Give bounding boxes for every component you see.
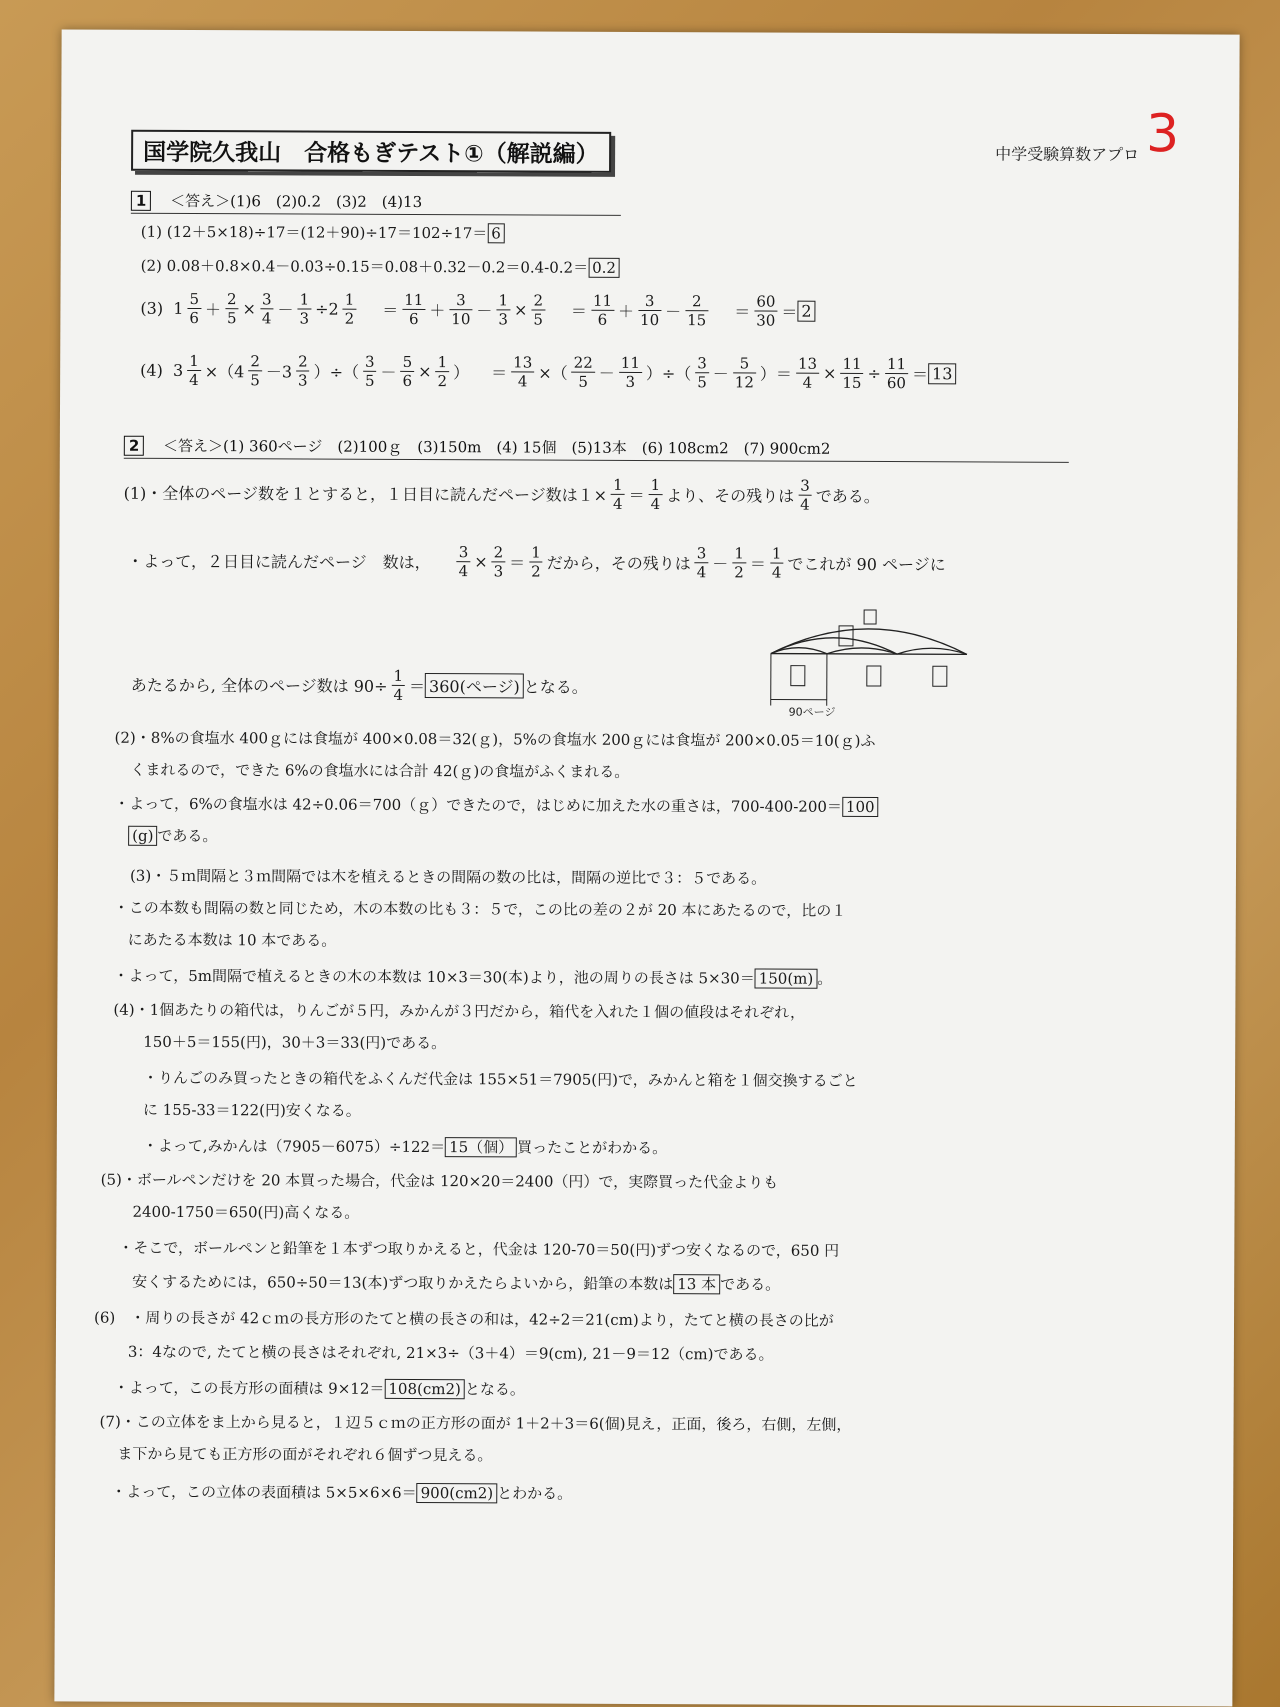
s2-p2-line2: くまれるので，できた 6%の食塩水には合計 42(ｇ)の食塩がふくまれる。 bbox=[130, 760, 630, 781]
s2-p2-answer: 100 bbox=[842, 797, 879, 817]
s2-p7-line2: ま下から見ても正方形の面がそれぞれ６個ずつ見える。 bbox=[117, 1444, 493, 1465]
worksheet-paper bbox=[54, 29, 1239, 1706]
page-title: 国学院久我山 合格もぎテスト①（解説編） bbox=[131, 130, 611, 173]
s2-p7-line3: ・よって，この立体の表面積は 5×5×6×6＝ 900(cm2) とわかる。 bbox=[111, 1482, 573, 1503]
s2-p7-answer: 900(cm2) bbox=[417, 1483, 498, 1503]
page-ratio-diagram bbox=[759, 607, 989, 718]
s2-p2-line1: (2)・8%の食塩水 400ｇには食塩が 400×0.08＝32(ｇ)，5%の食塩水 200ｇには食塩が 200×0.05＝10(ｇ)ふ bbox=[114, 728, 876, 750]
s1-q4: (4) 3 $\frac{1}{4}$ ×（4 $\frac{2}{5}$ －3 $\frac{2}{3}$ ）÷（ $\frac{3}{5}$ － $\frac{5}{6}$ × $\frac{1}{2}$ ） ＝ $\frac{13}{4}$ ×（ $\frac{22}{5}$ － $\frac{11}{3}$ ）÷（ $\frac{3}{5}$ － $\frac{5}{12}$ ）＝ $\frac{13}{4}$ × $\frac{11}{15}$ ÷ $\frac{11}{60}$ ＝ 13 bbox=[140, 348, 956, 396]
s2-p6-answer: 108(cm2) bbox=[384, 1379, 465, 1399]
page-number: 3 bbox=[1145, 104, 1180, 165]
s2-p5-line1: (5)・ボールペンだけを 20 本買った場合，代金は 120×20＝2400（円）で，実際買った代金よりも bbox=[100, 1170, 779, 1192]
s2-p4-line2: 150＋5＝155(円)，30＋3＝33(円)である。 bbox=[143, 1032, 447, 1053]
s2-p1-line1: (1)・全体のページ数を１とすると，１日目に読んだページ数は１× $\frac{1}{4}$ ＝ $\frac{1}{4}$ より、その残りは $\frac{3}{4}$ である。 bbox=[123, 475, 880, 514]
section2-number: 2 bbox=[124, 436, 145, 456]
s2-p7-line1: (7)・この立体をま上から見ると，１辺５ｃｍの正方形の面が 1＋2＋3＝6(個)見え，正面，後ろ，右側，左側， bbox=[99, 1412, 852, 1434]
s1-q4-answer: 13 bbox=[928, 363, 956, 384]
s1-q3-answer: 2 bbox=[797, 300, 815, 321]
s2-p4-line1: (4)・1個あたりの箱代は，りんごが５円，みかんが３円だから，箱代を入れた１個の値段はそれぞれ， bbox=[113, 1000, 806, 1022]
s2-p3-line4: ・よって，5m間隔で植えるときの木の本数は 10×3＝30(本)より，池の周りの長さは 5×30＝ 150(m) 。 bbox=[113, 966, 833, 988]
s2-p5-line4: 安くするためには，650÷50＝13(本)ずつ取りかえたらよいから，鉛筆の本数は 13 本 である。 bbox=[132, 1272, 781, 1294]
s2-p3-line2: ・この本数も間隔の数と同じため，木の本数の比も３：５で，この比の差の２が 20 本にあたるので，比の１ bbox=[113, 898, 847, 920]
s2-p4-line5: ・よって,みかんは（7905－6075）÷122＝ 15（個） 買ったことがわかる。 bbox=[142, 1136, 668, 1158]
section1-answers: ＜答え＞(1)6 (2)0.2 (3)2 (4)13 bbox=[170, 191, 423, 212]
s1-q1-answer: 6 bbox=[487, 223, 505, 243]
s2-p2-line3: ・よって，6%の食塩水は 42÷0.06＝700（ｇ）できたので，はじめに加えた水の重さは，700-400-200＝ 100 bbox=[114, 794, 878, 817]
s2-p1-line2: ・よって，２日目に読んだページ 数は， $\frac{3}{4}$ × $\frac{2}{3}$ ＝ $\frac{1}{2}$ だから，その残りは $\frac{3}{4}$ － $\frac{1}{2}$ ＝ $\frac{1}{4}$ でこれが 90 ページに bbox=[127, 542, 946, 582]
diagram-label: 90ページ bbox=[788, 705, 836, 719]
s2-p2-line4: (g) である。 bbox=[128, 826, 217, 846]
s1-q1: (1) (12＋5×18)÷17＝(12＋90)÷17＝102÷17＝ 6 bbox=[141, 222, 505, 244]
s2-p6-line1: (6) ・周りの長さが 42ｃｍの長方形のたてと横の長さの和は，42÷2＝21(cm)より，たてと横の長さの比が bbox=[93, 1308, 834, 1330]
s2-p6-line3: ・よって，この長方形の面積は 9×12＝ 108(cm2) となる。 bbox=[113, 1378, 525, 1399]
s1-q2-answer: 0.2 bbox=[588, 258, 620, 278]
s1-q2: (2) 0.08＋0.8×0.4－0.03÷0.15＝0.08＋0.32－0.2＝0.4-0.2＝ 0.2 bbox=[141, 256, 620, 278]
s2-p4-line4: に 155-33＝122(円)安くなる。 bbox=[142, 1100, 361, 1120]
s2-p3-answer: 150(m) bbox=[755, 968, 818, 988]
s2-p1-answer: 360(ページ) bbox=[425, 673, 524, 698]
s2-p4-line3: ・りんごのみ買ったときの箱代をふくんだ代金は 155×51＝7905(円)で，みかんと箱を１個交換するごと bbox=[143, 1068, 858, 1090]
s2-p4-answer: 15（個） bbox=[445, 1137, 517, 1157]
section1-header bbox=[131, 190, 621, 216]
brand-label: 中学受験算数アプロ bbox=[995, 144, 1140, 165]
s2-p1-line3: あたるから, 全体のページ数は 90÷ $\frac{1}{4}$ ＝ 360(ページ) となる。 bbox=[130, 666, 588, 704]
s2-p6-line2: 3：4なので, たてと横の長さはそれぞれ, 21×3÷（3＋4）＝9(cm), 21－9＝12（cm)である。 bbox=[127, 1342, 774, 1364]
section1-number: 1 bbox=[131, 191, 152, 211]
section2-header bbox=[124, 435, 1069, 463]
s2-p3-line1: (3)・５ｍ間隔と３ｍ間隔では木を植えるときの間隔の数の比は，間隔の逆比で３：５である。 bbox=[129, 866, 767, 888]
s2-p5-line2: 2400-1750＝650(円)高くなる。 bbox=[132, 1202, 360, 1222]
section2-answers: ＜答え＞(1) 360ページ (2)100ｇ (3)150m (4) 15個 (5)13本 (6) 108cm2 (7) 900cm2 bbox=[163, 436, 831, 458]
s2-p3-line3: にあたる本数は 10 本である。 bbox=[127, 930, 337, 950]
s2-p5-line3: ・そこで，ボールペンと鉛筆を１本ずつ取りかえると，代金は 120-70＝50(円)ずつ安くなるので，650 円 bbox=[118, 1238, 840, 1260]
s2-p5-answer: 13 本 bbox=[673, 1274, 720, 1294]
s1-q3: (3) 1 $\frac{5}{6}$ ＋ $\frac{2}{5}$ × $\frac{3}{4}$ － $\frac{1}{3}$ ÷2 $\frac{1}{2}$ ＝ $\frac{11}{6}$ ＋ $\frac{3}{10}$ － $\frac{1}{3}$ × $\frac{2}{5}$ ＝ $\frac{11}{6}$ ＋ $\frac{3}{10}$ － $\frac{2}{15}$ ＝ $\frac{60}{30}$ ＝ 2 bbox=[140, 286, 815, 333]
